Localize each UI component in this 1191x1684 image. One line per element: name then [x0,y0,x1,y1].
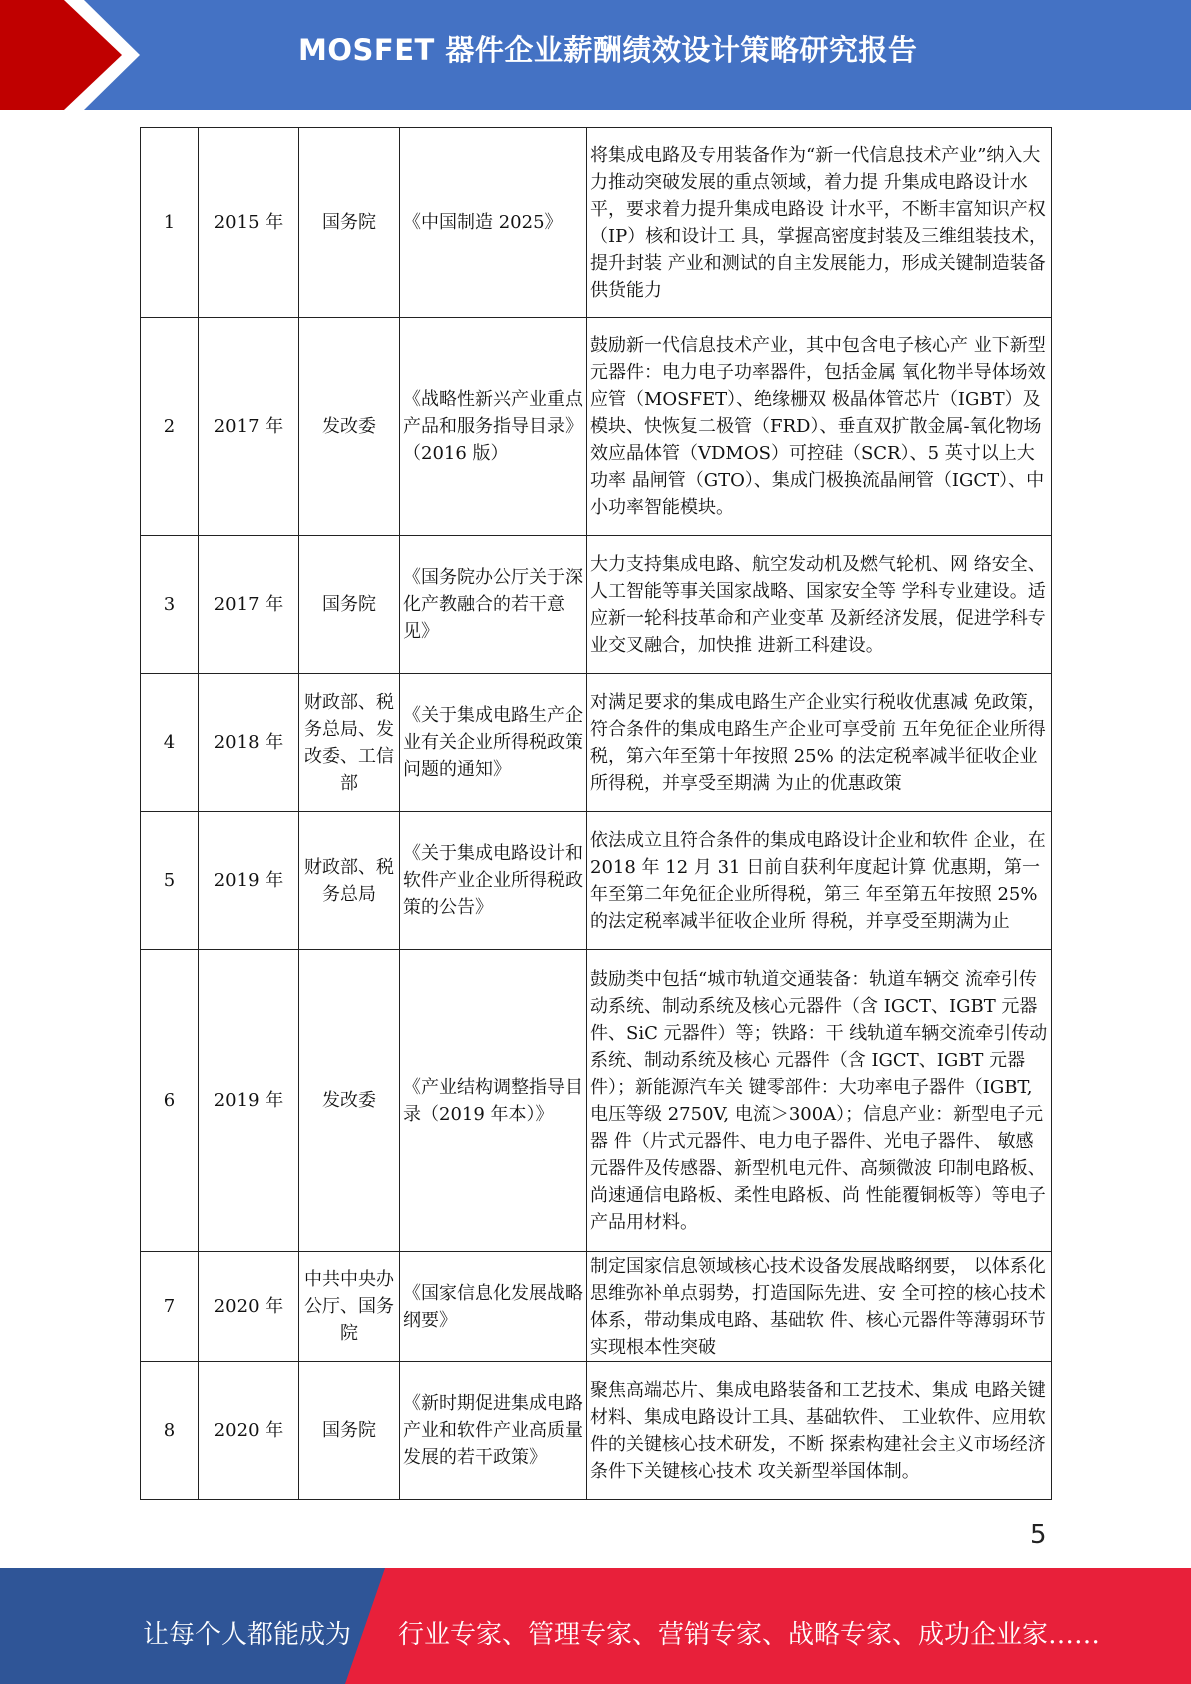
table-row [141,812,1052,950]
row-number: 4 [141,674,199,812]
row-description: 制定国家信息领域核心技术设备发展战略纲要， 以体系化思维弥补单点弱势，打造国际先进、安 全可控的核心技术体系，带动集成电路、基础软 件、核心元器件等薄弱环节实现根本性突破 [587,1252,1052,1362]
document-title: MOSFET 器件企业薪酬绩效设计策略研究报告 [298,33,918,67]
row-document: 《中国制造 2025》 [400,128,587,318]
row-document: 《国务院办公厅关于深化产教融合的若干意见》 [400,536,587,674]
table-row [141,1252,1052,1362]
table-row [141,674,1052,812]
row-agency: 财政部、税务总局、发改委、工信部 [299,674,400,812]
row-year: 2020 年 [199,1252,299,1362]
table-row [141,318,1052,536]
row-number: 2 [141,318,199,536]
row-year: 2020 年 [199,1362,299,1500]
row-description: 鼓励类中包括“城市轨道交通装备：轨道车辆交 流牵引传动系统、制动系统及核心元器件（含 IGCT、IGBT 元器件、SiC 元器件）等；铁路：干 线轨道车辆交流牵引传动系统、制动系统及核心 元器件（含 IGCT、IGBT 元器件）；新能源汽车关 键零部件：大功率电子器件（IGBT, 电压等级 2750V, 电流＞300A）；信息产业：新型电子元器 件（片式元器件、电力电子器件、光电子器件、 敏感元器件及传感器、新型机电元件、高频微波 印制电路板、尚速通信电路板、柔性电路板、尚 性能覆铜板等）等电子产品用材料。 [587,950,1052,1252]
row-number: 6 [141,950,199,1252]
row-document: 《产业结构调整指导目录（2019 年本）》 [400,950,587,1252]
table-row [141,128,1052,318]
row-document: 《关于集成电路生产企业有关企业所得税政策问题的通知》 [400,674,587,812]
row-number: 8 [141,1362,199,1500]
page-number: 5 [1030,1520,1047,1550]
row-description: 鼓励新一代信息技术产业，其中包含电子核心产 业下新型元器件：电力电子功率器件，包括金属 氧化物半导体场效应管（MOSFET）、绝缘栅双 极晶体管芯片（IGBT）及模块、快恢复二极管（FRD）、垂直双扩散金属-氧化物场效应晶体管（VDMOS）可控硅（SCR）、5 英寸以上大功率 晶闸管（GTO）、集成门极换流晶闸管（IGCT）、中小功率智能模块。 [587,318,1052,536]
row-agency: 发改委 [299,950,400,1252]
row-agency: 发改委 [299,318,400,536]
row-agency: 中共中央办公厅、国务院 [299,1252,400,1362]
footer-slogan-list: 行业专家、管理专家、营销专家、战略专家、成功企业家…… [398,1620,1101,1650]
row-description: 聚焦高端芯片、集成电路装备和工艺技术、集成 电路关键材料、集成电路设计工具、基础软件、 工业软件、应用软件的关键核心技术研发，不断 探索构建社会主义市场经济条件下关键核心技术 攻关新型举国体制。 [587,1362,1052,1500]
table-row [141,950,1052,1252]
row-year: 2019 年 [199,812,299,950]
row-agency: 财政部、税务总局 [299,812,400,950]
row-agency: 国务院 [299,536,400,674]
table-row [141,536,1052,674]
row-description: 依法成立且符合条件的集成电路设计企业和软件 企业，在 2018 年 12 月 31 日前自获利年度起计算 优惠期，第一年至第二年免征企业所得税，第三 年至第五年按照 25%的法定税率减半征收企业所 得税，并享受至期满为止 [587,812,1052,950]
row-description: 将集成电路及专用装备作为“新一代信息技术产业”纳入大力推动突破发展的重点领域，着力提 升集成电路设计水平，要求着力提升集成电路设 计水平，不断丰富知识产权（IP）核和设计工 具，掌握高密度封装及三维组装技术，提升封装 产业和测试的自主发展能力，形成关键制造装备 供货能力 [587,128,1052,318]
row-number: 1 [141,128,199,318]
row-year: 2017 年 [199,536,299,674]
row-number: 7 [141,1252,199,1362]
row-agency: 国务院 [299,1362,400,1500]
row-description: 对满足要求的集成电路生产企业实行税收优惠减 免政策，符合条件的集成电路生产企业可享受前 五年免征企业所得税，第六年至第十年按照 25% 的法定税率减半征收企业所得税，并享受至期满 为止的优惠政策 [587,674,1052,812]
page-header [0,0,1191,110]
footer-slogan-lead: 让每个人都能成为 [143,1620,352,1650]
row-document: 《新时期促进集成电路产业和软件产业高质量发展的若干政策》 [400,1362,587,1500]
row-document: 《国家信息化发展战略纲要》 [400,1252,587,1362]
row-year: 2018 年 [199,674,299,812]
row-number: 5 [141,812,199,950]
row-agency: 国务院 [299,128,400,318]
row-description: 大力支持集成电路、航空发动机及燃气轮机、网 络安全、人工智能等事关国家战略、国家安全等 学科专业建设。适应新一轮科技革命和产业变革 及新经济发展，促进学科专业交叉融合，加快推 进新工科建设。 [587,536,1052,674]
policy-table [140,127,1052,1500]
row-year: 2017 年 [199,318,299,536]
row-document: 《战略性新兴产业重点产品和服务指导目录》（2016 版） [400,318,587,536]
row-year: 2015 年 [199,128,299,318]
row-year: 2019 年 [199,950,299,1252]
table-row [141,1362,1052,1500]
header-red-chevron-icon [0,0,150,110]
row-document: 《关于集成电路设计和软件产业企业所得税政策的公告》 [400,812,587,950]
row-number: 3 [141,536,199,674]
